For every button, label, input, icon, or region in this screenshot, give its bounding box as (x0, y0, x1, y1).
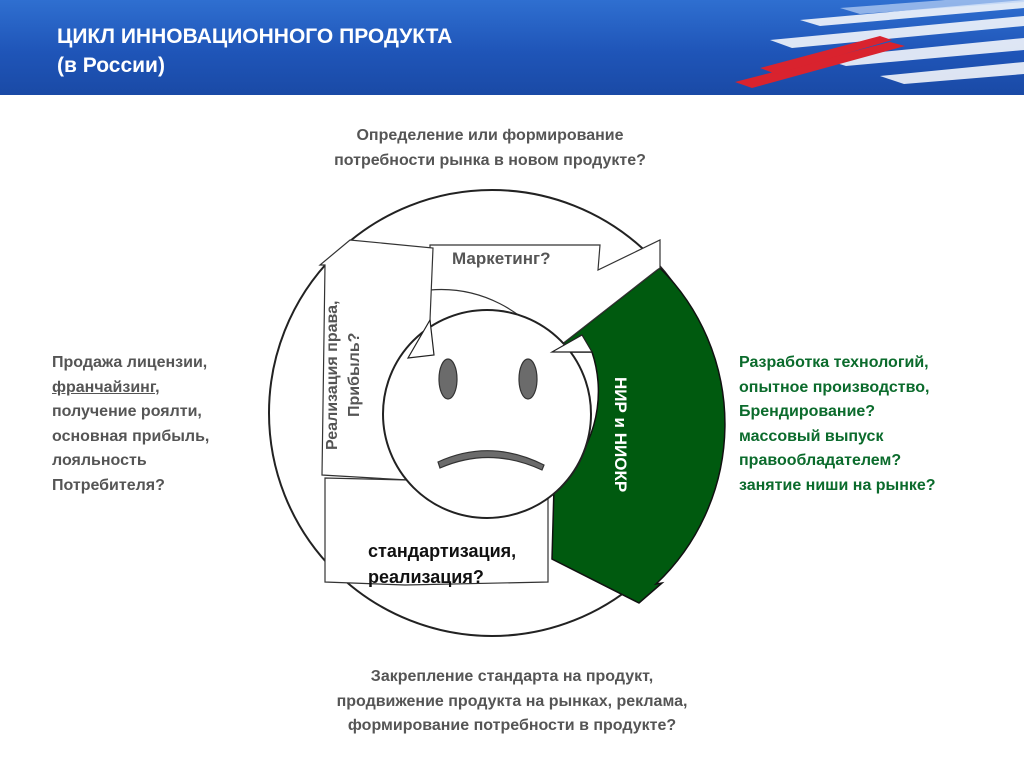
face-circle (383, 310, 591, 518)
left-text-block (52, 351, 272, 498)
left-text-line-5: лояльность (52, 452, 147, 469)
rnd-label: НИР и НИОКР (611, 377, 630, 493)
right-text-line-3: Брендирование? (739, 403, 876, 420)
right-text-line-4: массовый выпуск (739, 427, 884, 445)
left-eye-icon (439, 359, 457, 399)
left-text-line-1: Продажа лицензии, (52, 354, 208, 371)
title-line-2: (в России) (57, 54, 165, 77)
bottom-text-line-1: Закрепление стандарта на продукт, (370, 668, 654, 685)
rights-line-1: Реализация права, (324, 300, 341, 450)
top-text-block (270, 124, 710, 173)
right-text-line-6: занятие ниши на рынке? (739, 476, 936, 494)
bottom-text-line-2: продвижение продукта на рынках, реклама, (336, 692, 688, 710)
standardization-line-2: реализация? (368, 567, 484, 587)
bottom-text-block (262, 665, 762, 739)
bottom-text-line-3: формирование потребности в продукте? (347, 717, 677, 734)
right-text-line-1: Разработка технологий, (739, 354, 929, 371)
right-text-line-2: опытное производство, (739, 378, 930, 396)
left-text-line-6: Потребителя? (52, 476, 165, 494)
right-eye-icon (519, 359, 537, 399)
rights-line-2: Прибыль? (346, 332, 363, 418)
standardization-label (368, 538, 516, 590)
title-line-1: ЦИКЛ ИННОВАЦИОННОГО ПРОДУКТА (57, 25, 453, 48)
left-text-line-3: получение роялти, (52, 403, 202, 420)
top-text-line-1: Определение или формирование (356, 127, 624, 144)
right-text-block (739, 351, 1009, 498)
left-text-line-2: франчайзинг, (52, 378, 160, 396)
standardization-line-1: стандартизация, (368, 541, 517, 561)
top-text-line-2: потребности рынка в новом продукте? (334, 151, 646, 169)
marketing-label: Маркетинг? (452, 249, 551, 268)
right-text-line-5: правообладателем? (739, 452, 902, 469)
left-text-line-4: основная прибыль, (52, 427, 210, 445)
rights-label (322, 275, 372, 475)
